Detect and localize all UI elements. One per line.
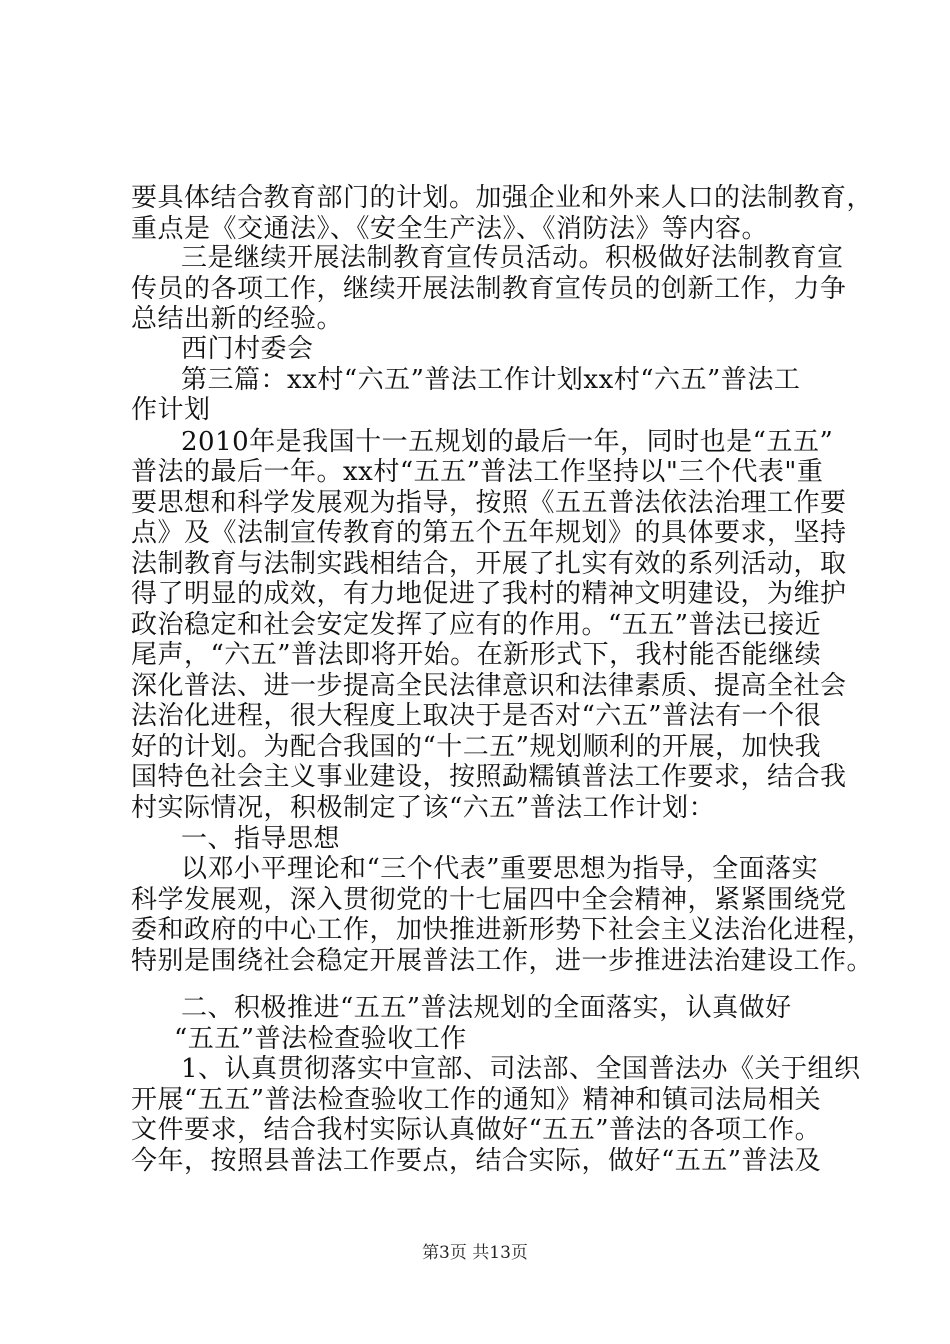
text-line: 1、认真贯彻落实中宣部、司法部、全国普法办《关于组织 bbox=[181, 1054, 861, 1084]
section-heading: “五五”普法检查验收工作 bbox=[174, 1024, 467, 1054]
text-line: 今年，按照县普法工作要点，结合实际，做好“五五”普法及 bbox=[131, 1146, 822, 1176]
section-heading: 一、指导思想 bbox=[181, 824, 341, 854]
text-line: 法制教育与法制实践相结合，开展了扎实有效的系列活动，取 bbox=[131, 549, 847, 579]
text-line: 重点是《交通法》、《安全生产法》、《消防法》等内容。 bbox=[131, 214, 769, 244]
signature-line: 西门村委会 bbox=[181, 334, 314, 364]
text-line: 尾声，“六五”普法即将开始。在新形式下，我村能否能继续 bbox=[131, 640, 822, 670]
section-title: 第三篇：xx村“六五”普法工作计划xx村“六五”普法工 bbox=[181, 365, 801, 395]
section-title: 作计划 bbox=[131, 395, 211, 425]
page-number-footer: 第3页 共13页 bbox=[422, 1243, 528, 1263]
text-line: 以邓小平理论和“三个代表”重要思想为指导，全面落实 bbox=[181, 854, 819, 884]
text-line: 好的计划。为配合我国的“十二五”规划顺利的开展，加快我 bbox=[131, 732, 822, 762]
text-line: 总结出新的经验。 bbox=[131, 304, 344, 334]
text-line: 深化普法、进一步提高全民法律意识和法律素质、提高全社会 bbox=[131, 671, 847, 701]
text-line: 文件要求，结合我村实际认真做好“五五”普法的各项工作。 bbox=[131, 1115, 822, 1145]
text-line: 三是继续开展法制教育宣传员活动。积极做好法制教育宣 bbox=[181, 243, 844, 273]
section-heading: 二、积极推进“五五”普法规划的全面落实，认真做好 bbox=[181, 993, 792, 1023]
text-line: 开展“五五”普法检查验收工作的通知》精神和镇司法局相关 bbox=[131, 1085, 822, 1115]
text-line: 委和政府的中心工作，加快推进新形势下社会主义法治化进程， bbox=[131, 915, 874, 945]
text-line: 要具体结合教育部门的计划。加强企业和外来人口的法制教育， bbox=[131, 183, 874, 213]
text-line: 普法的最后一年。xx村“五五”普法工作坚持以"三个代表"重 bbox=[131, 457, 824, 487]
text-line: 政治稳定和社会安定发挥了应有的作用。“五五”普法已接近 bbox=[131, 610, 822, 640]
text-line: 科学发展观，深入贯彻党的十七届四中全会精神，紧紧围绕党 bbox=[131, 885, 847, 915]
text-line: 2010年是我国十一五规划的最后一年，同时也是“五五” bbox=[181, 427, 834, 457]
text-line: 法治化进程，很大程度上取决于是否对“六五”普法有一个很 bbox=[131, 701, 822, 731]
text-line: 得了明显的成效，有力地促进了我村的精神文明建设，为维护 bbox=[131, 579, 847, 609]
text-line: 国特色社会主义事业建设，按照勐糯镇普法工作要求，结合我 bbox=[131, 762, 847, 792]
text-line: 特别是围绕社会稳定开展普法工作，进一步推进法治建设工作。 bbox=[131, 946, 874, 976]
text-line: 村实际情况，积极制定了该“六五”普法工作计划： bbox=[131, 793, 716, 823]
text-line: 传员的各项工作，继续开展法制教育宣传员的创新工作，力争 bbox=[131, 274, 847, 304]
text-line: 要思想和科学发展观为指导，按照《五五普法依法治理工作要 bbox=[131, 488, 847, 518]
text-line: 点》及《法制宣传教育的第五个五年规划》的具体要求，坚持 bbox=[131, 518, 847, 548]
